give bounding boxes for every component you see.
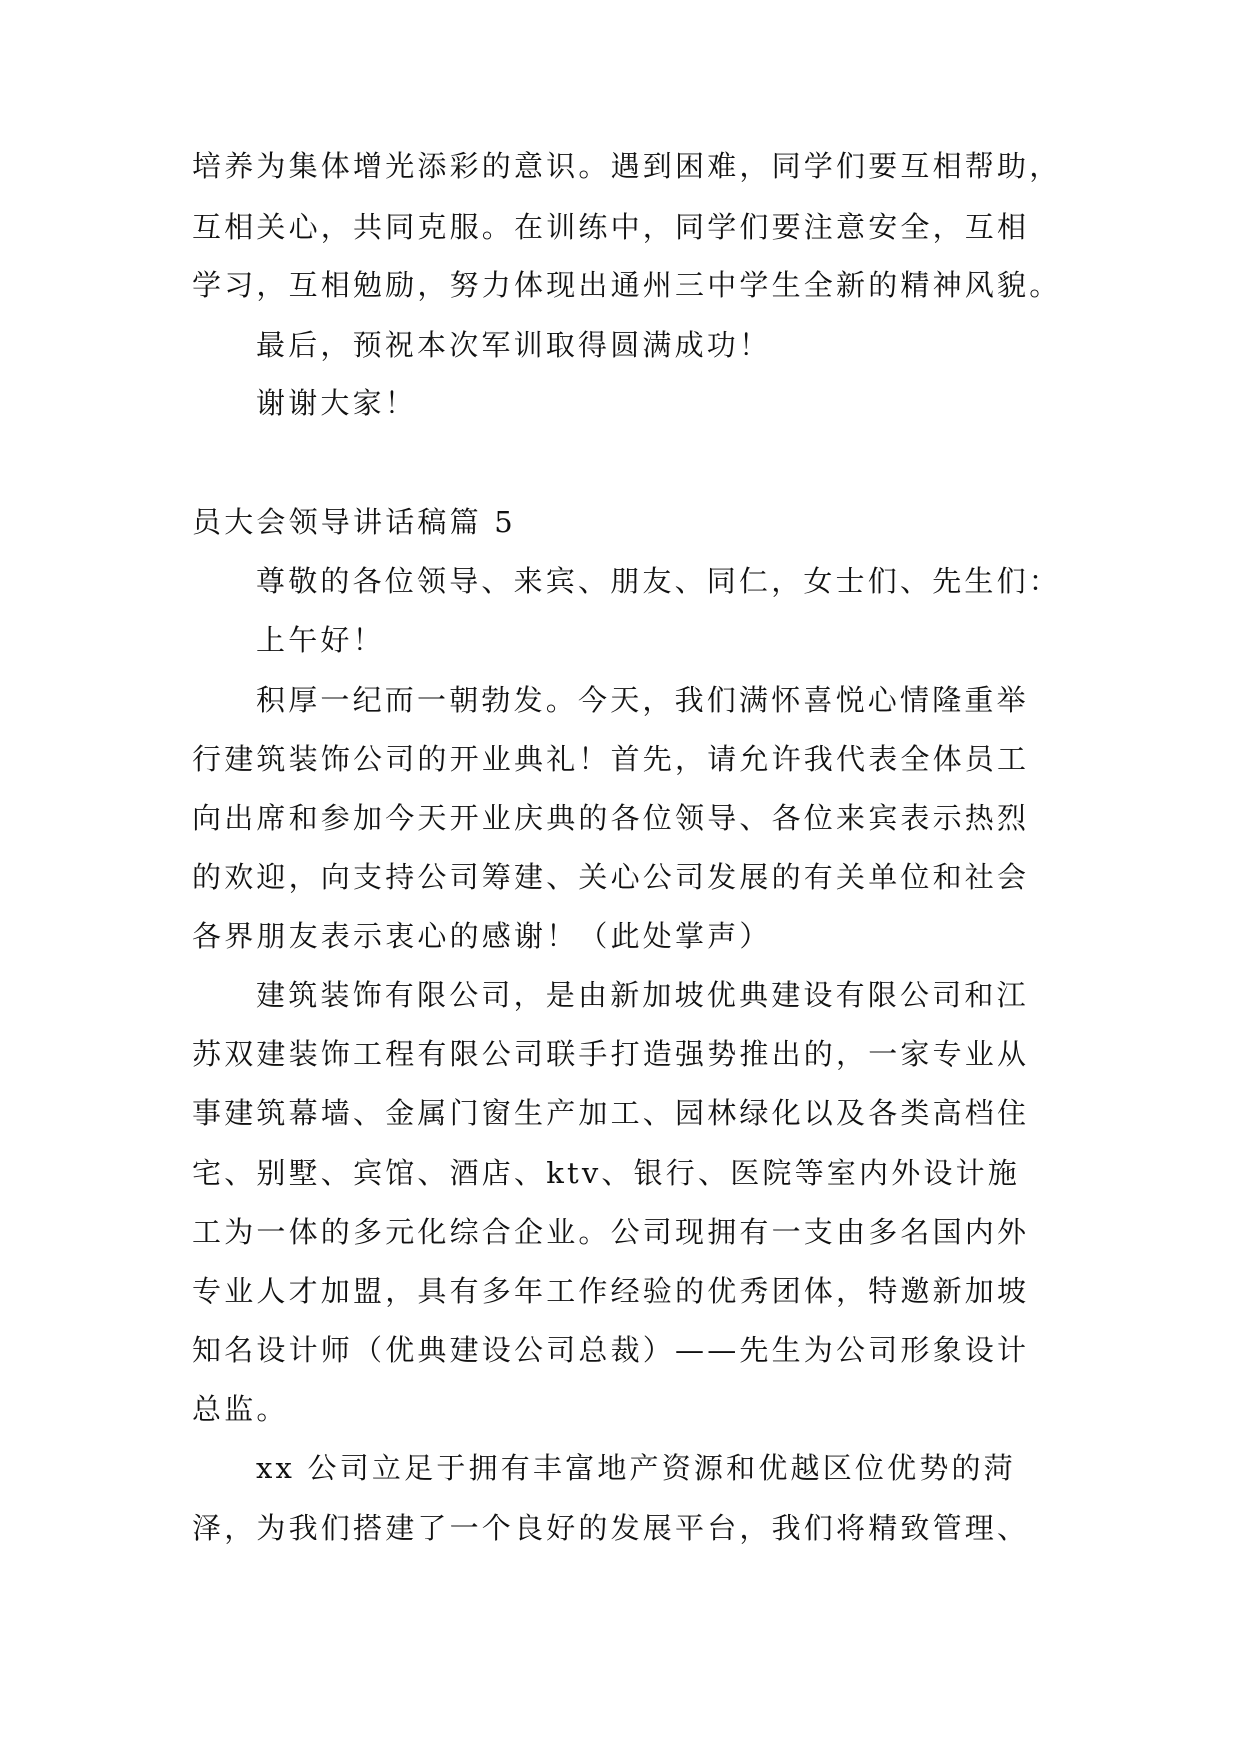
text-line: 各界朋友表示衷心的感谢！（此处掌声）: [192, 919, 772, 953]
text-line: 总监。: [192, 1392, 289, 1426]
text-line: 互相关心，共同克服。在训练中，同学们要注意安全，互相: [192, 210, 1030, 244]
text-line: 泽，为我们搭建了一个良好的发展平台，我们将精致管理、: [192, 1511, 1030, 1545]
section-heading: 员大会领导讲话稿篇 5: [192, 505, 516, 539]
text-line: 积厚一纪而一朝勃发。今天，我们满怀喜悦心情隆重举: [256, 683, 1029, 717]
text-line: 谢谢大家！: [256, 386, 418, 420]
greeting-line: 上午好！: [256, 623, 385, 657]
text-line: 苏双建装饰工程有限公司联手打造强势推出的，一家专业从: [192, 1037, 1030, 1071]
text-line: 事建筑幕墙、金属门窗生产加工、园林绿化以及各类高档住: [192, 1096, 1030, 1130]
text-line: 专业人才加盟，具有多年工作经验的优秀团体，特邀新加坡: [192, 1274, 1030, 1308]
text-line: 工为一体的多元化综合企业。公司现拥有一支由多名国内外: [192, 1215, 1030, 1249]
text-line: 培养为集体增光添彩的意识。遇到困难，同学们要互相帮助，: [192, 149, 1062, 183]
text-line: 知名设计师（优典建设公司总裁）——先生为公司形象设计: [192, 1333, 1030, 1367]
text-line: 建筑装饰有限公司，是由新加坡优典建设有限公司和江: [256, 978, 1029, 1012]
text-line: 向出席和参加今天开业庆典的各位领导、各位来宾表示热烈: [192, 801, 1030, 835]
text-line: 学习，互相勉励，努力体现出通州三中学生全新的精神风貌。: [192, 268, 1062, 302]
text-line: 行建筑装饰公司的开业典礼！首先，请允许我代表全体员工: [192, 742, 1030, 776]
text-line: 最后，预祝本次军训取得圆满成功！: [256, 328, 772, 362]
text-line: xx 公司立足于拥有丰富地产资源和优越区位优势的菏: [256, 1451, 1016, 1485]
salutation-line: 尊敬的各位领导、来宾、朋友、同仁，女士们、先生们：: [256, 564, 1062, 598]
text-line: 宅、别墅、宾馆、酒店、ktv、银行、医院等室内外设计施: [192, 1156, 1021, 1190]
text-line: 的欢迎，向支持公司筹建、关心公司发展的有关单位和社会: [192, 860, 1030, 894]
